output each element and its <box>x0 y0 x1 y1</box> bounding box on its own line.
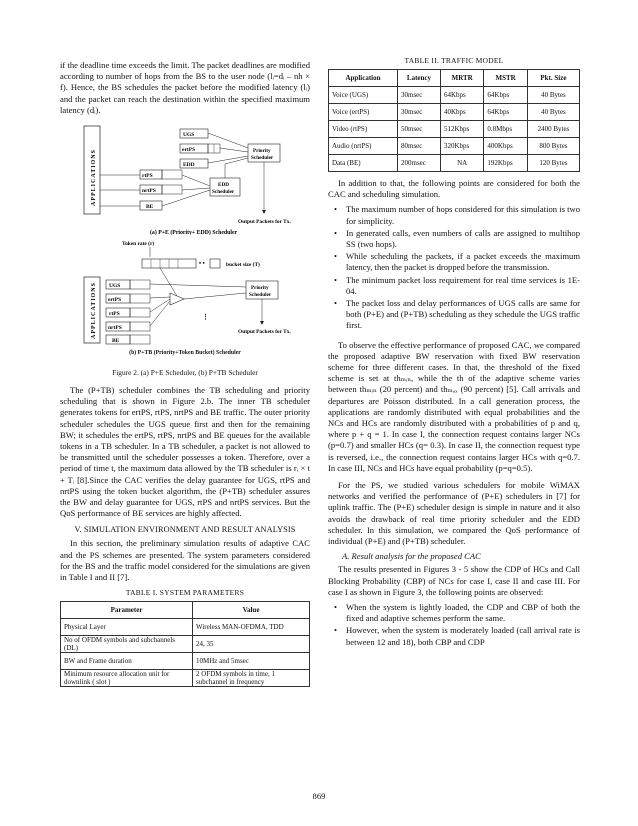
table-cell: Voice (ertPS) <box>329 104 398 121</box>
table-cell: 30msec <box>398 104 441 121</box>
fig-b-token-combiner <box>170 293 184 305</box>
fig-b-bucket-size: bucket size (T) <box>226 262 260 269</box>
table1-system-parameters <box>60 601 310 687</box>
table2-header-latency: Latency <box>398 70 441 87</box>
fig-a-queue-nrtps <box>100 185 182 194</box>
ps-paragraph: For the PS, we studied various schedulers for mobile WiMAX networks and verified the performance of (P+E) schedulers in [7] for uplink traffic. The (P+E) scheduler design is simple in nature and it also avoids the drawback of real time priority scheduler and the EDD scheduler. In this simulation, we compared the QoS performance of individual (P+E) and (P+TB) scheduler. <box>328 480 580 547</box>
table-cell: 30msec <box>398 87 441 104</box>
svg-text:UGS: UGS <box>183 132 195 139</box>
svg-text:BE: BE <box>146 204 154 211</box>
simulation-points-list <box>328 204 580 331</box>
fig-a-output-label: Output Packets for Tx. <box>238 219 291 226</box>
table-row <box>329 70 580 87</box>
svg-text:EDD: EDD <box>183 162 195 169</box>
table2-header-pkt-size: Pkt. Size <box>527 70 579 87</box>
list-item: • While scheduling the packets, if a packet exceeds the maximum latency, then the packet is dropped before the transmission. <box>328 251 580 273</box>
table1-caption: TABLE I. SYSTEM PARAMETERS <box>125 588 245 598</box>
svg-text:rtPS: rtPS <box>142 173 153 180</box>
table-cell: 40 Bytes <box>527 104 579 121</box>
table2-traffic-model <box>328 69 580 172</box>
fig-a-sidebar-label: APPLICATIONS <box>91 149 97 207</box>
list-item: • In generated calls, even numbers of calls are assigned to multihop SS (two hops). <box>328 228 580 250</box>
table-cell: NA <box>440 155 483 172</box>
right-column <box>328 56 580 652</box>
figure-a-diagram <box>60 120 310 235</box>
table-cell: 64Kbps <box>484 87 527 104</box>
table-cell: 2 OFDM symbols in time, 1 subchannel in frequency <box>193 670 310 687</box>
svg-text:⋮: ⋮ <box>202 313 209 322</box>
fig-b-queue-ertps <box>106 294 170 303</box>
simulation-paragraph: In this section, the preliminary simulation results of adaptive CAC and the PS schemes are presented. The system parameters considered for the BS and the traffic model considered for the simulations are given in Table I and II [7]. <box>60 538 310 583</box>
table-cell: 40 Bytes <box>527 87 579 104</box>
table-cell: 192Kbps <box>484 155 527 172</box>
table-row <box>329 87 580 104</box>
table2-header-mrtr: MRTR <box>440 70 483 87</box>
fig-a-queue-ertps <box>180 144 248 153</box>
table-cell: 24, 35 <box>193 636 310 653</box>
list-item: • However, when the system is moderately loaded (call arrival rate is between 12 and 18), both CBP and CDP <box>328 625 580 647</box>
table-cell: 2400 Bytes <box>527 121 579 138</box>
subsection-a-heading: A. Result analysis for the proposed CAC <box>342 551 481 562</box>
table-cell: 10MHz and 5msec <box>193 653 310 670</box>
fig-a-queue-rtps <box>100 170 182 179</box>
intro-paragraph: if the deadline time exceeds the limit. The packet deadlines are modified according to number of hops from the BS to the user node (lᵢ=dᵢ – nh × f). Hence, the BS schedules the packet before the modified latency (lᵢ) and the packet can reach the destination within the specified maximum latency (dᵢ). <box>60 60 310 115</box>
fig-a-queue-edd <box>180 156 248 168</box>
table-cell: 64Kbps <box>440 87 483 104</box>
svg-text:nrtPS: nrtPS <box>108 325 122 332</box>
page-number: 869 <box>312 791 326 801</box>
svg-text:Scheduler: Scheduler <box>251 155 274 162</box>
svg-text:• •: • • <box>199 261 205 268</box>
table-row <box>329 121 580 138</box>
table2-caption: TABLE II. TRAFFIC MODEL <box>404 56 504 65</box>
table-cell: Wireless MAN-OFDMA, TDD <box>193 619 310 636</box>
table-cell: 0.8Mbps <box>484 121 527 138</box>
table2-header-mstr: MSTR <box>484 70 527 87</box>
fig-b-token-rate: Token rate (r) <box>122 241 155 248</box>
list-item: • The maximum number of hops considered for this simulation is two for simplicity. <box>328 204 580 226</box>
fig-a-caption: (a) P+E (Priority+ EDD) Scheduler <box>150 230 238 236</box>
svg-text:Scheduler: Scheduler <box>212 189 235 196</box>
figure-2-caption: Figure 2. (a) P+E Scheduler, (b) P+TB Scheduler <box>112 368 258 378</box>
fig-b-sidebar-label: APPLICATIONS <box>91 282 97 340</box>
list-item: • The minimum packet loss requirement for real time services is 1E-04. <box>328 275 580 297</box>
table-cell: No of OFDM symbols and subchannels (DL) <box>61 636 193 653</box>
table-row <box>329 104 580 121</box>
table-cell: Video (rtPS) <box>329 121 398 138</box>
points-paragraph: In addition to that, the following points are considered for both the CAC and scheduling simulation. <box>328 178 580 200</box>
fig-b-queue-be <box>106 335 150 344</box>
svg-text:Scheduler: Scheduler <box>249 292 272 299</box>
table2-header-application: Application <box>329 70 398 87</box>
fig-a-priority-label: Priority <box>253 148 271 155</box>
svg-text:ertPS: ertPS <box>108 297 122 304</box>
cac-paragraph: To observe the effective performance of proposed CAC, we compared the proposed adaptive BW reservation with fixed BW reservation scheme for three different cases. In that, the threshold of the fixed scheme is set at thₘᵢₙ, while the th of the adaptive scheme varies between thₘᵢₙ (20 percent) and thₘₐₓ (90 percent) [5]. Call arrivals and departures are Poisson distributed. In a call generation process, the applications are randomly distributed with equal probabilities and the NCs and HCs are randomly distributed with a probabilities of p and q, where p + q = 1. In case I, the connection request contains larger NCs (p=0.7) and smaller HCs (q= 0.3). In case II, the connection request type is reversed, i.e., the connection request contains larger HCs with q=0.7. In case III, NCs and HCs have equal probability (p=q=0.5). <box>328 339 580 473</box>
fig-b-priority-label: Priority <box>251 285 269 292</box>
table-cell: 200msec <box>398 155 441 172</box>
table-cell: 80msec <box>398 138 441 155</box>
table-cell: Minimum resource allocation unit for downlink ( slot ) <box>61 670 193 687</box>
table-row <box>61 602 310 619</box>
table-row <box>61 619 310 636</box>
left-column <box>60 60 310 687</box>
table-cell: 64Kbps <box>484 104 527 121</box>
table-row <box>61 636 310 653</box>
fig-b-queue-ugs <box>106 280 246 289</box>
svg-text:EDD: EDD <box>218 182 229 189</box>
fig-b-caption: (b) P+TB (Priority+Token Bucket) Scheduler <box>129 350 241 357</box>
table-row <box>61 653 310 670</box>
figure-b-diagram <box>60 237 310 347</box>
fig-b-output-label: Output Packets for Tx. <box>238 329 291 336</box>
table-cell: Physical Layer <box>61 619 193 636</box>
table-cell: Voice (UGS) <box>329 87 398 104</box>
table1-header-value: Value <box>193 602 310 619</box>
table-cell: 50msec <box>398 121 441 138</box>
table-row <box>61 670 310 687</box>
svg-text:UGS: UGS <box>109 283 121 290</box>
results-paragraph: The results presented in Figures 3 - 5 show the CDP of HCs and Call Blocking Probability (CBP) of NCs for case I, case II and case III. For case I as shown in Figure 3, the following points are observed: <box>328 564 580 597</box>
ptb-paragraph: The (P+TB) scheduler combines the TB scheduling and priority scheduling that is shown in Figure 2.b. The inner TB scheduler generates tokens for ertPS, rtPS, nrtPS and BE traffic. The outer priority scheduler schedules the UGS queue first and then for the remaining BW; it schedules the ertPS, rtPS, nrtPS and BE queues for the available tokens in a TB scheduler. In a TB scheduler, a packet is not allowed to be transmitted until the scheduler possesses a token. Therefore, over a period of time t, the maximum data allowed by the TB scheduler is rᵢ × t + Tᵢ [8].Since the CAC verifies the delay guarantee for UGS, rtPS and nrtPS using the token bucket algorithm, the (P+TB) scheduler assures the BW and delay guarantee for UGS, rtPS and nrtPS services. But the QoS performance of BE services are highly affected. <box>60 385 310 519</box>
section-v-heading: V. SIMULATION ENVIRONMENT AND RESULT ANALYSIS <box>74 525 296 535</box>
table1-header-parameter: Parameter <box>61 602 193 619</box>
svg-text:rtPS: rtPS <box>109 311 120 318</box>
list-item: • When the system is lightly loaded, the CDP and CBP of both the fixed and adaptive schemes perform the same. <box>328 602 580 624</box>
svg-text:BE: BE <box>112 338 120 345</box>
list-item: • The packet loss and delay performances of UGS calls are same for both (P+E) and (P+TB) scheduling as they schedule the UGS traffic first. <box>328 298 580 332</box>
table-cell: Audio (nrtPS) <box>329 138 398 155</box>
table-cell: 120 Bytes <box>527 155 579 172</box>
table-cell: Data (BE) <box>329 155 398 172</box>
table-cell: 320Kbps <box>440 138 483 155</box>
svg-text:nrtPS: nrtPS <box>142 188 156 195</box>
table-row <box>329 155 580 172</box>
table-cell: 400Kbps <box>484 138 527 155</box>
table-cell: BW and Frame duration <box>61 653 193 670</box>
table-cell: 800 Bytes <box>527 138 579 155</box>
table-cell: 512Kbps <box>440 121 483 138</box>
table-cell: 40Kbps <box>440 104 483 121</box>
results-points-list <box>328 602 580 648</box>
table-row <box>329 138 580 155</box>
svg-text:ertPS: ertPS <box>182 147 196 154</box>
